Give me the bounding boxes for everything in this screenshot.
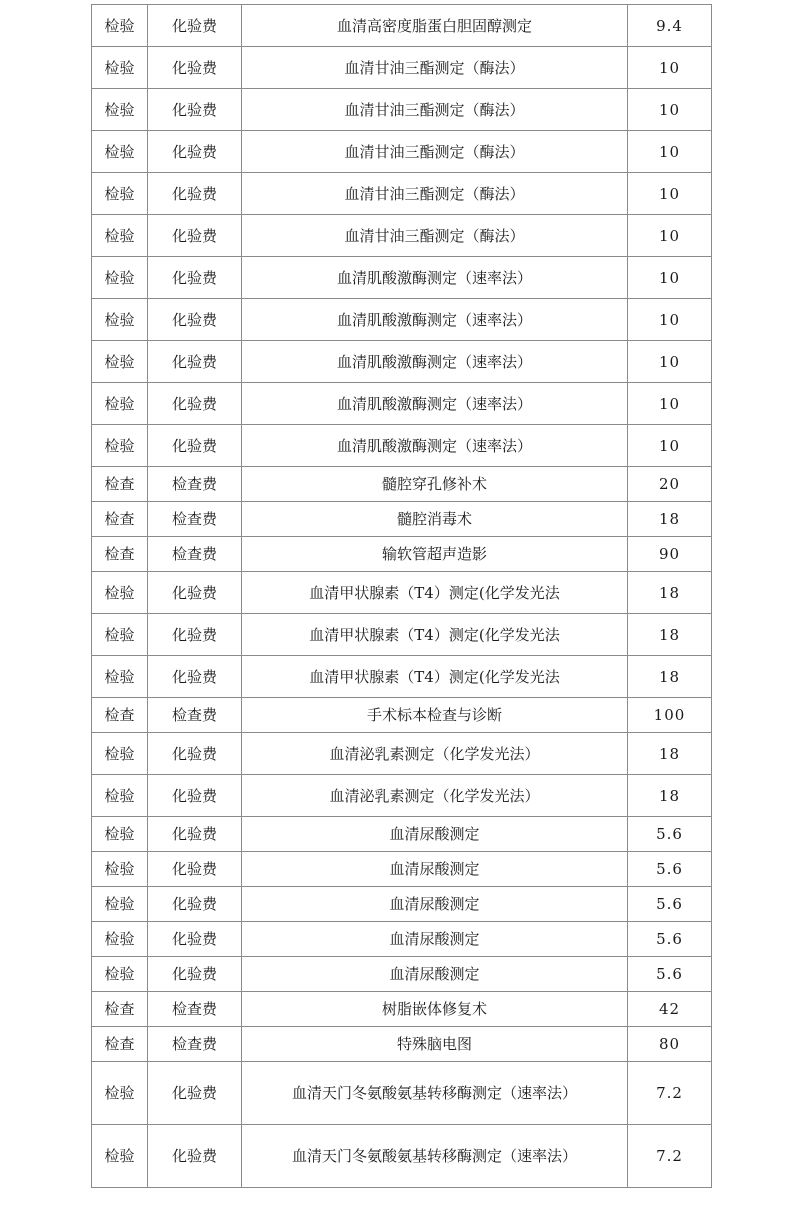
- cell-category: 检验: [92, 425, 148, 467]
- cell-item: 血清甲状腺素（T4）测定(化学发光法: [242, 656, 628, 698]
- table-row: [92, 341, 712, 383]
- table-row: [92, 852, 712, 887]
- cell-item: 血清尿酸测定: [242, 852, 628, 887]
- cell-price: 5.6: [628, 887, 712, 922]
- cell-item: 血清甘油三酯测定（酶法）: [242, 89, 628, 131]
- cell-fee-type: 化验费: [148, 614, 242, 656]
- table-row: [92, 698, 712, 733]
- cell-item: 髓腔穿孔修补术: [242, 467, 628, 502]
- cell-fee-type: 检查费: [148, 1027, 242, 1062]
- cell-price: 90: [628, 537, 712, 572]
- cell-fee-type: 化验费: [148, 299, 242, 341]
- cell-item: 血清肌酸激酶测定（速率法）: [242, 257, 628, 299]
- cell-price: 100: [628, 698, 712, 733]
- cell-item: 特殊脑电图: [242, 1027, 628, 1062]
- cell-price: 5.6: [628, 922, 712, 957]
- table-row: [92, 425, 712, 467]
- cell-category: 检验: [92, 1062, 148, 1125]
- cell-fee-type: 化验费: [148, 733, 242, 775]
- table-row: [92, 502, 712, 537]
- table-row: [92, 47, 712, 89]
- cell-price: 10: [628, 425, 712, 467]
- cell-category: 检查: [92, 1027, 148, 1062]
- table-row: [92, 537, 712, 572]
- cell-fee-type: 化验费: [148, 957, 242, 992]
- fee-table: [91, 4, 712, 1188]
- cell-category: 检验: [92, 1125, 148, 1188]
- cell-category: 检验: [92, 852, 148, 887]
- cell-category: 检验: [92, 89, 148, 131]
- cell-category: 检验: [92, 656, 148, 698]
- cell-fee-type: 化验费: [148, 5, 242, 47]
- cell-item: 血清甘油三酯测定（酶法）: [242, 173, 628, 215]
- cell-item: 手术标本检查与诊断: [242, 698, 628, 733]
- cell-fee-type: 化验费: [148, 572, 242, 614]
- table-row: [92, 572, 712, 614]
- cell-item: 血清天门冬氨酸氨基转移酶测定（速率法）: [242, 1062, 628, 1125]
- cell-price: 10: [628, 257, 712, 299]
- cell-price: 18: [628, 775, 712, 817]
- table-row: [92, 957, 712, 992]
- cell-category: 检验: [92, 733, 148, 775]
- table-row: [92, 215, 712, 257]
- cell-price: 10: [628, 173, 712, 215]
- cell-category: 检验: [92, 47, 148, 89]
- cell-fee-type: 化验费: [148, 852, 242, 887]
- table-row: [92, 1125, 712, 1188]
- cell-price: 18: [628, 656, 712, 698]
- cell-price: 7.2: [628, 1125, 712, 1188]
- cell-fee-type: 化验费: [148, 887, 242, 922]
- table-row: [92, 992, 712, 1027]
- cell-category: 检验: [92, 887, 148, 922]
- cell-price: 10: [628, 341, 712, 383]
- cell-price: 10: [628, 47, 712, 89]
- cell-fee-type: 化验费: [148, 89, 242, 131]
- cell-fee-type: 检查费: [148, 698, 242, 733]
- table-row: [92, 817, 712, 852]
- cell-fee-type: 化验费: [148, 173, 242, 215]
- cell-price: 18: [628, 502, 712, 537]
- table-row: [92, 1062, 712, 1125]
- cell-price: 5.6: [628, 852, 712, 887]
- table-row: [92, 656, 712, 698]
- cell-item: 血清肌酸激酶测定（速率法）: [242, 341, 628, 383]
- cell-fee-type: 化验费: [148, 817, 242, 852]
- cell-price: 10: [628, 89, 712, 131]
- cell-item: 血清甲状腺素（T4）测定(化学发光法: [242, 614, 628, 656]
- cell-category: 检验: [92, 817, 148, 852]
- cell-category: 检验: [92, 957, 148, 992]
- table-row: [92, 173, 712, 215]
- cell-item: 血清天门冬氨酸氨基转移酶测定（速率法）: [242, 1125, 628, 1188]
- cell-item: 输软管超声造影: [242, 537, 628, 572]
- cell-fee-type: 化验费: [148, 341, 242, 383]
- table-row: [92, 257, 712, 299]
- table-row: [92, 614, 712, 656]
- cell-price: 10: [628, 131, 712, 173]
- cell-category: 检验: [92, 215, 148, 257]
- cell-price: 18: [628, 614, 712, 656]
- cell-fee-type: 化验费: [148, 131, 242, 173]
- cell-category: 检验: [92, 572, 148, 614]
- cell-fee-type: 化验费: [148, 215, 242, 257]
- cell-price: 5.6: [628, 957, 712, 992]
- table-row: [92, 5, 712, 47]
- table-row: [92, 299, 712, 341]
- cell-category: 检验: [92, 299, 148, 341]
- fee-table-body: [92, 5, 712, 1188]
- table-row: [92, 131, 712, 173]
- cell-item: 血清甘油三酯测定（酶法）: [242, 131, 628, 173]
- cell-fee-type: 化验费: [148, 383, 242, 425]
- cell-fee-type: 检查费: [148, 502, 242, 537]
- cell-item: 树脂嵌体修复术: [242, 992, 628, 1027]
- cell-price: 18: [628, 572, 712, 614]
- cell-item: 血清甘油三酯测定（酶法）: [242, 215, 628, 257]
- cell-category: 检验: [92, 922, 148, 957]
- cell-price: 20: [628, 467, 712, 502]
- cell-category: 检验: [92, 5, 148, 47]
- cell-category: 检验: [92, 383, 148, 425]
- cell-price: 42: [628, 992, 712, 1027]
- cell-price: 9.4: [628, 5, 712, 47]
- cell-item: 血清甲状腺素（T4）测定(化学发光法: [242, 572, 628, 614]
- table-row: [92, 775, 712, 817]
- cell-price: 10: [628, 215, 712, 257]
- cell-item: 血清尿酸测定: [242, 817, 628, 852]
- cell-item: 血清肌酸激酶测定（速率法）: [242, 383, 628, 425]
- cell-category: 检查: [92, 992, 148, 1027]
- cell-category: 检查: [92, 467, 148, 502]
- cell-price: 5.6: [628, 817, 712, 852]
- table-row: [92, 733, 712, 775]
- cell-category: 检查: [92, 698, 148, 733]
- table-row: [92, 922, 712, 957]
- cell-fee-type: 化验费: [148, 425, 242, 467]
- cell-price: 10: [628, 383, 712, 425]
- cell-category: 检验: [92, 341, 148, 383]
- cell-fee-type: 化验费: [148, 922, 242, 957]
- cell-fee-type: 检查费: [148, 537, 242, 572]
- cell-category: 检验: [92, 775, 148, 817]
- cell-item: 髓腔消毒术: [242, 502, 628, 537]
- cell-fee-type: 检查费: [148, 992, 242, 1027]
- cell-fee-type: 化验费: [148, 257, 242, 299]
- cell-price: 7.2: [628, 1062, 712, 1125]
- cell-item: 血清尿酸测定: [242, 887, 628, 922]
- cell-fee-type: 检查费: [148, 467, 242, 502]
- cell-item: 血清肌酸激酶测定（速率法）: [242, 425, 628, 467]
- cell-fee-type: 化验费: [148, 656, 242, 698]
- cell-item: 血清肌酸激酶测定（速率法）: [242, 299, 628, 341]
- cell-fee-type: 化验费: [148, 47, 242, 89]
- table-row: [92, 887, 712, 922]
- cell-category: 检验: [92, 257, 148, 299]
- cell-item: 血清泌乳素测定（化学发光法）: [242, 775, 628, 817]
- cell-category: 检验: [92, 173, 148, 215]
- cell-item: 血清甘油三酯测定（酶法）: [242, 47, 628, 89]
- cell-category: 检查: [92, 537, 148, 572]
- table-row: [92, 89, 712, 131]
- cell-fee-type: 化验费: [148, 1062, 242, 1125]
- cell-category: 检验: [92, 614, 148, 656]
- table-row: [92, 383, 712, 425]
- table-row: [92, 467, 712, 502]
- cell-item: 血清尿酸测定: [242, 922, 628, 957]
- cell-price: 18: [628, 733, 712, 775]
- cell-fee-type: 化验费: [148, 1125, 242, 1188]
- cell-item: 血清尿酸测定: [242, 957, 628, 992]
- cell-item: 血清泌乳素测定（化学发光法）: [242, 733, 628, 775]
- cell-fee-type: 化验费: [148, 775, 242, 817]
- table-row: [92, 1027, 712, 1062]
- cell-price: 80: [628, 1027, 712, 1062]
- cell-price: 10: [628, 299, 712, 341]
- cell-item: 血清高密度脂蛋白胆固醇测定: [242, 5, 628, 47]
- cell-category: 检查: [92, 502, 148, 537]
- cell-category: 检验: [92, 131, 148, 173]
